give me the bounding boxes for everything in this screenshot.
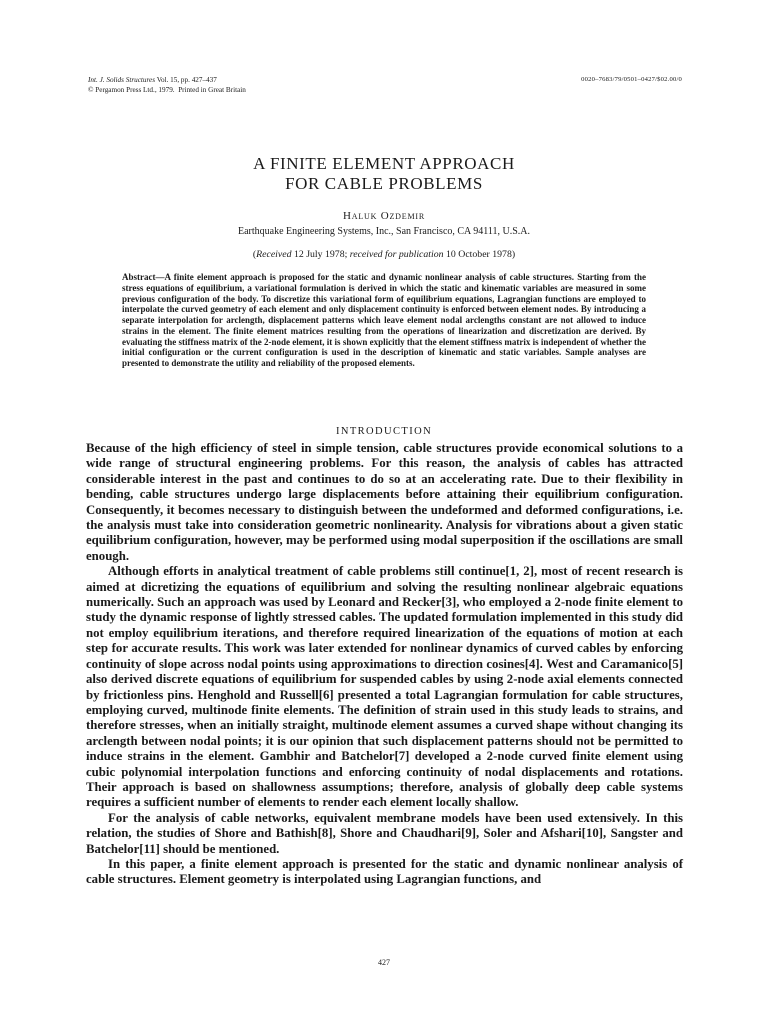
received-open-paren: ( (252, 249, 257, 260)
abstract (122, 272, 646, 369)
body-text (86, 441, 683, 888)
title-line-2: FOR CABLE PROBLEMS (285, 174, 483, 193)
copyright: © Pergamon Press Ltd., 1979. (88, 85, 175, 94)
volume-pages: Vol. 15, pp. 427–437 (156, 76, 217, 84)
received-label: Received (256, 249, 292, 260)
publication-label: received for publication (349, 249, 444, 260)
copyright-line (88, 86, 246, 96)
paragraph: Although efforts in analytical treatment of cable problems still continue[1, 2], most of recent research is aimed at dicretizing the equations of equilibrium and solving the resulting nonlinear algebraic equations numerically. Such an approach was used by Leonard and Recker[3], who employed a 2-node finite element to study the dynamic response of lightly stressed cables. The updated formulation implemented in this study did not employ equilibrium iterations, and therefore required linearization of the equations of motion at each step for accurate results. This work was later extended for nonlinear dynamics of curved cables by enforcing continuity of slope across nodal points using approximations to direction cosines[4]. West and Caramanico[5] also derived discrete equations of equilibrium for suspended cables by using 2-node axial elements connected by frictionless pins. Henghold and Russell[6] presented a total Lagrangian formulation for cable structures, employing curved, multinode finite elements. The definition of strain used in this study leads to strains, and therefore stresses, when an initially straight, multinode element assumes a curved shape without changing its arclength between nodal points; it is our opinion that such displacement patterns should not be permitted to induce strains in the element. Gambhir and Batchelor[7] developed a 2-node curved finite element using cubic polynomial interpolation functions and enforcing continuity of nodal displacements and rotations. Their approach is based on shallowness assumptions; therefore, analysis of globally deep cable systems requires a sufficient number of elements to render each element locally shallow. (86, 564, 683, 810)
journal-citation (88, 76, 246, 86)
author-affiliation: Earthquake Engineering Systems, Inc., San Francisco, CA 94111, U.S.A. (238, 226, 530, 237)
author-name: Haluk Ozdemir (343, 210, 425, 222)
paragraph: Because of the high efficiency of steel in simple tension, cable structures provide economical solutions to a wide range of structural engineering problems. For this reason, the analysis of cables has attracted considerable interest in the past and continues to do so at an accelerating rate. Due to their flexibility in bending, cable structures undergo large displacements before attaining their equilibrium configuration. Consequently, it becomes necessary to distinguish between the undeformed and deformed configurations, i.e. the analysis must take into consideration geometric nonlinearity. Analysis for vibrations about a given static equilibrium configuration, however, may be performed using modal superposition if the oscillations are small enough. (86, 441, 683, 563)
paragraph: For the analysis of cable networks, equivalent membrane models have been used extensively. In this relation, the studies of Shore and Bathish[8], Shore and Chaudhari[9], Soler and Afshari[10], Sangster and Batchelor[11] should be mentioned. (86, 810, 683, 856)
paragraph: In this paper, a finite element approach is presented for the static and dynamic nonlinear analysis of cable structures. Element geometry is interpolated using Lagrangian functions, and (86, 856, 683, 887)
journal-name: Int. J. Solids Structures (88, 76, 156, 84)
received-dates (0, 249, 768, 260)
abstract-text: —A finite element approach is proposed for the static and dynamic nonlinear analysis of cable structures. Starting from the stress equations of equilibrium, a variational formulation is derived in which the static and kinematic variables are measured in some previous configuration of the body. To discretize this variational form of equilibrium equations, Lagrangian functions are employed to interpolate the curved geometry of each element and only displacement continuity is enforced between element nodes. By introducing a separate interpolation for arclength, displacement patterns which leave element nodal arclengths constant are not allowed to induce strains in the element. The finite element matrices resulting from the operations of linearization and discretization are derived. By evaluating the stiffness matrix of the 2-node element, it is shown explicitly that the element stiffness matrix is independent of whether the initial configuration or the current configuration is used in the description of kinematic and static variables. Sample analyses are presented to demonstrate the utility and reliability of the proposed elements. (122, 272, 646, 368)
printed-in: Printed in Great Britain (178, 85, 246, 94)
page-number: 427 (378, 958, 390, 967)
publication-date: 10 October 1978) (446, 249, 516, 260)
title-line-1: A FINITE ELEMENT APPROACH (253, 154, 515, 173)
received-date: 12 July 1978; (293, 249, 348, 260)
paper-title (0, 154, 768, 194)
journal-header (88, 76, 246, 95)
article-code: 0020–7683/79/0501–0427/$02.00/0 (581, 76, 682, 83)
section-heading: INTRODUCTION (335, 426, 433, 437)
abstract-label: Abstract (122, 272, 156, 282)
